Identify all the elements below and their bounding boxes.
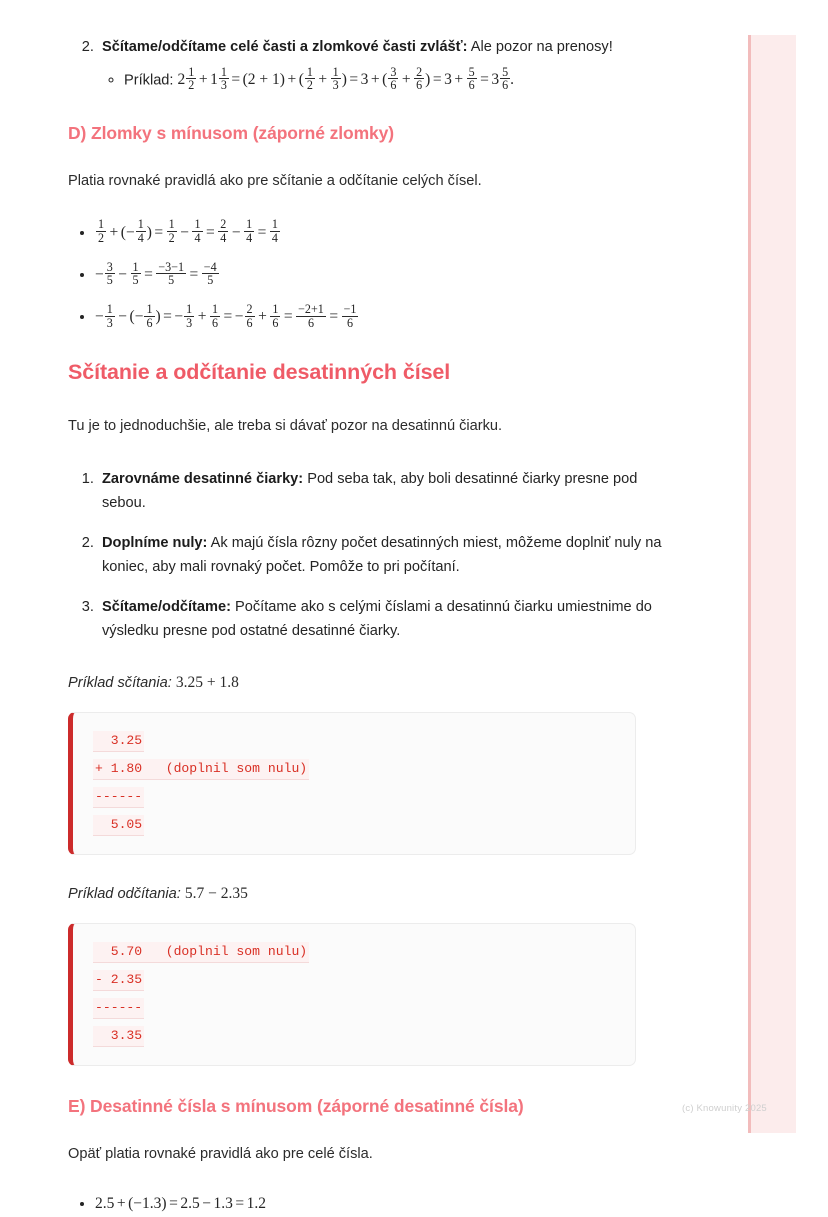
spacer bbox=[68, 438, 668, 468]
section-e-examples bbox=[68, 1192, 668, 1217]
decimals-steps bbox=[68, 468, 668, 644]
spacer bbox=[68, 644, 668, 674]
step-bold-lead: Doplníme nuly: bbox=[102, 535, 208, 552]
caption-expression: 5.7 − 2.35 bbox=[184, 885, 248, 903]
list-item bbox=[124, 66, 668, 93]
math-expression: − $\frac{1}{3}$ − (− $\frac{1}{6}$ ) = − $\frac{1}{3}$ + $\frac{1}{6}$ = − $\frac{2}{6}$ + $\frac{1}{6}$ = $\frac{-2+1}{6}$ = $\frac{-1}{6}$ bbox=[95, 301, 357, 330]
math-expression: 2 $\frac{1}{2}$ + 1 $\frac{1}{3}$ = (2 + 1) + ( $\frac{1}{2}$ + $\frac{1}{3}$ ) = 3 + ( $\frac{3}{6}$ + $\frac{2}{6}$ ) = 3 + $\frac{5}{6}$ = 3 $\frac{5}{6}$ . bbox=[177, 64, 515, 93]
example-label: Príklad: bbox=[124, 72, 178, 89]
list-item bbox=[98, 468, 668, 515]
spacer bbox=[68, 330, 668, 360]
heading-section-e: E) Desatinné čísla s mínusom (záporné desatinné čísla) bbox=[68, 1096, 524, 1117]
section-d-intro: Platia rovnaké pravidlá ako pre sčítanie a odčítanie celých čísel. bbox=[68, 172, 482, 189]
spacer bbox=[68, 1066, 668, 1096]
code-line: 3.35 bbox=[93, 1026, 144, 1047]
code-line: ------ bbox=[93, 787, 144, 808]
subtraction-code-block bbox=[68, 923, 636, 1066]
footer-copyright: (c) Knowunity 2025 bbox=[682, 1103, 767, 1114]
list-item-text: Ale pozor na prenosy! bbox=[467, 39, 613, 55]
spacer bbox=[68, 1117, 668, 1143]
list-item bbox=[95, 261, 668, 288]
list-item bbox=[95, 218, 668, 245]
list-item bbox=[95, 303, 668, 330]
heading-section-d: D) Zlomky s mínusom (záporné zlomky) bbox=[68, 122, 395, 143]
step-text: Pod seba tak, aby boli desatinné čiarky presne pod sebou. bbox=[102, 470, 638, 511]
math-expression: − $\frac{3}{5}$ − $\frac{1}{5}$ = $\frac{-3-1}{5}$ = $\frac{-4}{5}$ bbox=[95, 259, 217, 288]
document-content bbox=[68, 36, 668, 1217]
heading-decimals: Sčítanie a odčítanie desatinných čísel bbox=[68, 360, 451, 385]
caption-label: Príklad sčítania: bbox=[68, 674, 172, 691]
caption-expression: 3.25 + 1.8 bbox=[175, 673, 239, 691]
section-d-examples bbox=[68, 218, 668, 330]
spacer bbox=[68, 1166, 668, 1192]
code-line: 5.05 bbox=[93, 815, 144, 836]
decorative-side-band bbox=[748, 35, 796, 1133]
code-line: 3.25 bbox=[93, 731, 144, 752]
addition-example-caption bbox=[68, 674, 668, 692]
spacer bbox=[68, 93, 668, 123]
step-bold-lead: Zarovnáme desatinné čiarky: bbox=[102, 470, 304, 487]
addition-code-block bbox=[68, 712, 636, 855]
math-expression: • $\frac{1}{2}$ + (− $\frac{1}{4}$ ) = $\frac{1}{2}$ − $\frac{1}{4}$ = $\frac{2}{4}$ − $\frac{1}{4}$ = $\frac{1}{4}$ bbox=[98, 217, 278, 245]
caption-label: Príklad odčítania: bbox=[68, 886, 181, 903]
list-item bbox=[98, 36, 668, 93]
list-item bbox=[95, 1192, 668, 1217]
list-item bbox=[98, 596, 668, 643]
step-bold-lead: Sčítame/odčítame: bbox=[102, 599, 231, 616]
code-line: ------ bbox=[93, 998, 144, 1019]
spacer bbox=[68, 692, 668, 712]
spacer bbox=[68, 144, 668, 170]
spacer bbox=[68, 903, 668, 923]
step-text: Počítame ako s celými číslami a desatinnú čiarku umiestnime do výsledku presne pod ostatné desatinné čiarky. bbox=[102, 599, 652, 640]
decimals-intro: Tu je to jednoduchšie, ale treba si dávať pozor na desatinnú čiarku. bbox=[68, 418, 503, 435]
spacer bbox=[68, 385, 668, 415]
spacer bbox=[68, 855, 668, 885]
spacer bbox=[68, 192, 668, 218]
top-numbered-list bbox=[68, 36, 668, 93]
subtraction-example-caption bbox=[68, 885, 668, 903]
list-item-bold-lead: Sčítame/odčítame celé časti a zlomkové časti zvlášť: bbox=[102, 39, 468, 55]
list-item bbox=[98, 532, 668, 579]
math-expression: 2.5 + (−1.3) = 2.5 − 1.3 = 1.2 bbox=[95, 1195, 266, 1213]
code-line: - 2.35 bbox=[93, 970, 144, 991]
code-line: 5.70 (doplnil som nulu) bbox=[93, 942, 309, 963]
step-text: Ak majú čísla rôzny počet desatinných miest, môžeme doplniť nuly na koniec, aby mali rovnaký počet. Pomôže to pri počítaní. bbox=[102, 535, 662, 575]
section-e-intro: Opäť platia rovnaké pravidlá ako pre celé čísla. bbox=[68, 1146, 373, 1163]
top-sub-list bbox=[102, 66, 668, 93]
code-line: + 1.80 (doplnil som nulu) bbox=[93, 759, 309, 780]
